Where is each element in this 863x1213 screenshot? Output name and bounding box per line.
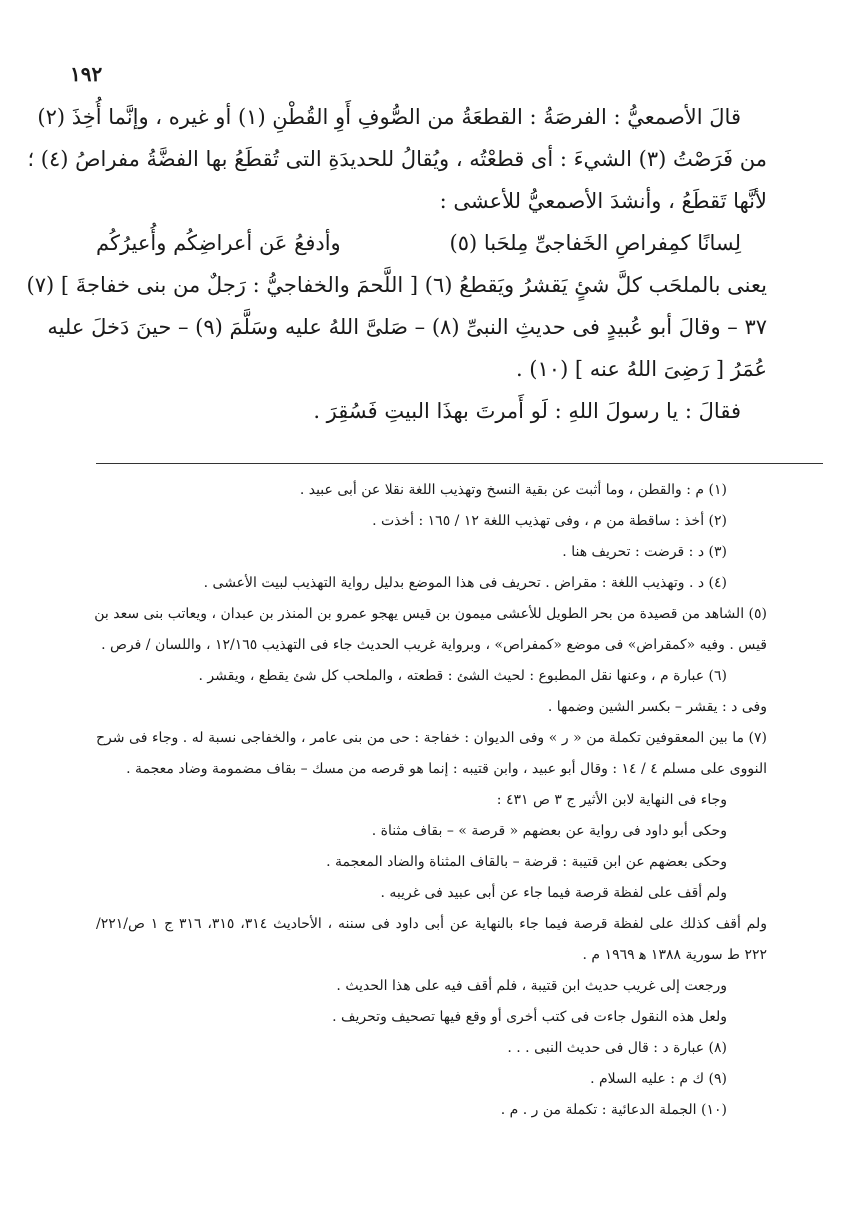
- text-line: من فَرَصْتُ (٣) الشيءَ : أى قطعْتُه ، ويُقالُ للحديدَةِ التى تُقطَعُ بها الفضَّةُ مفراصُ (٤) ؛: [27, 147, 767, 171]
- footnote: النووى على مسلم ٤ / ١٤ : وقال أبو عبيد ، وابن قتيبه : إنما هو قرصه من مسك – بقاف مضمومة وضاد معجمة .: [126, 761, 767, 777]
- footnote: ولعل هذه النقول جاءت فى كتب أخرى أو وقع فيها تصحيف وتحريف .: [332, 1009, 727, 1025]
- text-line: ٣٧ – وقالَ أبو عُبيدٍ فى حديثِ النبىِّ (٨) – صَلىَّ اللهُ عليه وسَلَّمَ (٩) – حينَ دَخلَ عليه: [47, 315, 767, 339]
- text-line: قالَ الأصمعيُّ : الفرصَةُ : القطعَةُ من الصُّوفِ أَوِ القُطْنِ (١) أو غيره ، وإنَّما أُخِذَ (٢): [37, 105, 741, 129]
- footnote: ولم أقف كذلك على لفظة قرصة فيما جاء بالنهاية عن أبى داود فى سننه ، الأحاديث ٣١٤، ٣١٥، ٣١٦ ج ١ ص/٢٢١/: [96, 916, 768, 932]
- footnote: (٥) الشاهد من قصيدة من بحر الطويل للأعشى ميمون بن قيس يهجو عمرو بن المنذر بن عبدان ، ويعاتب بنى سعد بن: [94, 606, 767, 622]
- footnote: ورجعت إلى غريب حديث ابن قتيبة ، فلم أقف فيه على هذا الحديث .: [336, 978, 727, 994]
- footnote: (٤) د . وتهذيب اللغة : مقراض . تحريف فى هذا الموضع بدليل رواية التهذيب لبيت الأعشى .: [203, 575, 727, 591]
- footnotes: [96, 480, 767, 1131]
- verse-first-hemistich: وأدفعُ عَن أعراضِكُم وأُعيرُكُم: [96, 231, 341, 255]
- footnote: (٢) أخذ : ساقطة من م ، وفى تهذيب اللغة ١٢ / ١٦٥ : أخذت .: [372, 513, 727, 529]
- text-line: لأنَّها تَقطَعُ ، وأنشدَ الأصمعيُّ للأعشى :: [439, 189, 767, 213]
- footnote: وحكى بعضهم عن ابن قتيبة : قرضة – بالقاف المثناة والضاد المعجمة .: [326, 854, 727, 870]
- footnote: (١) م : والقطن ، وما أثبت عن بقية النسخ وتهذيب اللغة نقلا عن أبى عبيد .: [299, 482, 727, 498]
- footnote: (٧) ما بين المعقوفين تكملة من « ر » وفى الديوان : خفاجة : حى من بنى عامر ، والخفاجى نسبة له . وجاء فى شرح: [96, 730, 767, 746]
- main-text: [26, 102, 767, 438]
- footnote: ٢٢٢ ط سورية ١٣٨٨ ﻫ ١٩٦٩ م .: [582, 947, 767, 963]
- footnote: وفى د : يقشر – بكسر الشين وضمها .: [547, 699, 767, 715]
- footnote: وجاء فى النهاية لابن الأثير ج ٣ ص ٤٣١ :: [496, 792, 727, 808]
- text-line: عُمَرُ [ رَضِىَ اللهُ عنه ] (١٠) .: [515, 357, 767, 381]
- footnote: وحكى أبو داود فى رواية عن بعضهم « قرصة » – بقاف مثناة .: [371, 823, 727, 839]
- footnote: ولم أقف على لفظة قرصة فيما جاء عن أبى عبيد فى غريبه .: [380, 885, 727, 901]
- poetry-verse: [96, 228, 767, 258]
- verse-second-hemistich: لِسانًا كمِفراصِ الخَفاجىِّ مِلحَبا (٥): [449, 231, 741, 255]
- page-number: ١٩٢: [70, 62, 103, 86]
- footnote: (٦) عبارة م ، وعنها نقل المطبوع : لحيث الشئ : قطعته ، والملحب كل شئ يقطع ، ويقشر .: [198, 668, 727, 684]
- footnote: قيس . وفيه «كمقراض» فى موضع «كمفراص» ، وبرواية غريب الحديث جاء فى التهذيب ١٢/١٦٥ ، واللسان / فرص .: [101, 637, 767, 653]
- text-line: يعنى بالملحَب كلَّ شئٍ يَقشرُ ويَقطعُ (٦) [ اللَّحمَ والخفاجيُّ : رَجلٌ من بنى خفاجةَ ] (٧): [26, 273, 767, 297]
- footnote: (٨) عبارة د : قال فى حديث النبى . . .: [507, 1040, 727, 1056]
- footnote: (١٠) الجملة الدعائية : تكملة من ر . م .: [500, 1102, 727, 1118]
- footnote-divider: [96, 463, 823, 464]
- footnote: (٣) د : قرضت : تحريف هنا .: [562, 544, 727, 560]
- footnote: (٩) ك م : عليه السلام .: [590, 1071, 727, 1087]
- text-line: فقالَ : يا رسولَ اللهِ : لَو أَمرتَ بهذَا البيتِ فَسُقِرَ .: [313, 399, 741, 423]
